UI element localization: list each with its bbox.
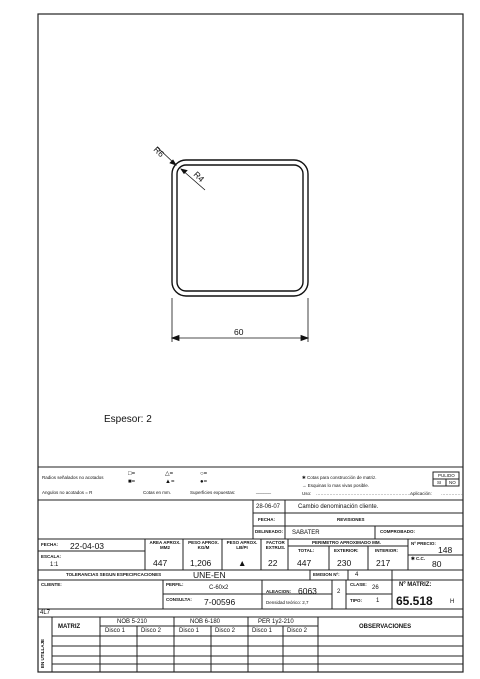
fecha-value: 22-04-03 bbox=[70, 541, 105, 551]
uso-label: Uso: bbox=[302, 491, 312, 496]
pulido-label: PULIDO bbox=[438, 473, 455, 478]
clase-label: CLASE: bbox=[350, 582, 367, 587]
nprecio-value: 148 bbox=[438, 545, 453, 555]
factor-label: FACTOR EXTRUS. bbox=[265, 540, 286, 550]
aplicacion-label: Aplicación: bbox=[410, 491, 432, 496]
tipo-label: TIPO: bbox=[350, 598, 362, 603]
circ-sym2: ●= bbox=[200, 479, 208, 485]
radius-outer-label: R6 bbox=[151, 144, 167, 160]
nmatriz-label: Nº MATRIZ: bbox=[399, 582, 432, 588]
nmatriz-suffix: H bbox=[450, 599, 455, 605]
escala-value: 1:1 bbox=[50, 562, 59, 568]
exterior-label: EXTERIOR: bbox=[334, 548, 359, 553]
tri-sym2: ▲= bbox=[165, 479, 175, 485]
matrix-col-3: PER 1y2-210 bbox=[258, 619, 294, 625]
disco-2-a: Disco 2 bbox=[141, 628, 162, 634]
radios-sym2: ■= bbox=[128, 479, 136, 485]
pesolb-value: ▲ bbox=[238, 558, 247, 568]
comprobado-label: COMPROBADO: bbox=[380, 529, 415, 534]
superficies-label: Superficies expuestas: bbox=[190, 490, 236, 495]
emision-label: EMISION Nº: bbox=[313, 572, 340, 577]
tri-sym1: △= bbox=[165, 471, 174, 477]
total-label: TOTAL: bbox=[298, 548, 315, 553]
matrix-col-2: NOB 6-180 bbox=[190, 619, 221, 625]
profile-drawing bbox=[172, 160, 308, 296]
disco-2-b: Disco 2 bbox=[215, 628, 236, 634]
pulido-si: SI bbox=[437, 480, 442, 485]
matrix-code: 4L7 bbox=[40, 610, 51, 616]
aleacion-num: 2 bbox=[337, 589, 341, 595]
disco-2-c: Disco 2 bbox=[287, 628, 308, 634]
note-esquinas: → Esquinas lo mas vivas posible. bbox=[302, 483, 370, 488]
observaciones-label: OBSERVACIONES bbox=[359, 624, 412, 630]
aplicacion-line: …………… bbox=[441, 491, 464, 496]
disco-1-a: Disco 1 bbox=[105, 628, 126, 634]
delineado-value: SABATER bbox=[292, 530, 320, 536]
disco-1-b: Disco 1 bbox=[179, 628, 200, 634]
matrix-col-1: NOB 5-210 bbox=[117, 619, 148, 625]
radius-inner-label: R4 bbox=[191, 169, 207, 185]
nmatriz-value: 65.518 bbox=[396, 594, 433, 608]
interior-value: 217 bbox=[376, 558, 391, 568]
width-dimension: 60 bbox=[234, 327, 244, 337]
tolerancias-value: UNE-EN bbox=[193, 570, 226, 580]
total-value: 447 bbox=[297, 558, 312, 568]
revision-date: 28-06-07 bbox=[256, 504, 281, 510]
note-cotas-matriz: ✱ Cotas para construcción de matriz. bbox=[302, 475, 377, 480]
perfil-label: PERFIL: bbox=[166, 582, 184, 587]
radios-label: Radios señalados no acotados bbox=[42, 475, 104, 480]
nprecio-label: Nº PRECIO: bbox=[411, 541, 436, 546]
disco-1-c: Disco 1 bbox=[252, 628, 273, 634]
cc-value: 80 bbox=[432, 559, 442, 569]
tipo-value: 1 bbox=[376, 598, 380, 604]
peso-label: PESO APROX. KG/M bbox=[188, 540, 219, 550]
tolerancias-label: TOLERANCIAS SEGUN ESPECIFICACIONES bbox=[66, 572, 162, 577]
interior-label: INTERIOR: bbox=[375, 548, 398, 553]
angulos-label: Angulos no acotados = R bbox=[42, 490, 93, 495]
clase-value: 26 bbox=[372, 585, 379, 591]
escala-label: ESCALA: bbox=[41, 554, 61, 559]
cc-label: ✱ C.C. bbox=[411, 556, 426, 561]
dimension-lines bbox=[157, 147, 308, 342]
aleacion-value: 6063 bbox=[298, 586, 317, 596]
revision-fecha-label: FECHA: bbox=[258, 517, 275, 522]
radios-sym1: □= bbox=[128, 471, 136, 477]
factor-value: 22 bbox=[268, 558, 278, 568]
espesor-label: Espesor: 2 bbox=[104, 414, 152, 425]
pesolb-label: PESO APROX. LB/PI bbox=[226, 540, 258, 550]
pulido-no: NO bbox=[449, 480, 456, 485]
exterior-value: 230 bbox=[337, 558, 352, 568]
perimetro-label: PERIMETRO APROXIMADO MM. bbox=[312, 540, 381, 545]
densidad-label: Densidad teórico: 2,7 bbox=[266, 600, 309, 605]
delineado-label: DELINEADO: bbox=[255, 529, 283, 534]
fecha-label: FECHA: bbox=[41, 542, 58, 547]
perfil-value: C-60x2 bbox=[209, 585, 229, 591]
revisiones-label: REVISIONES bbox=[337, 517, 365, 522]
matriz-label: MATRIZ bbox=[58, 624, 81, 630]
circ-sym1: ○= bbox=[200, 471, 208, 477]
uso-line: ………………………………………………………… bbox=[316, 491, 415, 496]
superficies-value: ______ bbox=[256, 489, 272, 494]
consulta-label: CONSULTA: bbox=[166, 597, 192, 602]
revision-text: Cambio denominación cliente. bbox=[298, 504, 379, 510]
en-utillaje-label: EN UTILLAJE bbox=[40, 638, 45, 668]
aleacion-label: ALEACION: bbox=[266, 589, 291, 594]
emision-value: 4 bbox=[355, 572, 359, 578]
cotas-label: Cotas en mm. bbox=[143, 490, 172, 495]
area-label: AREA APROX. MM2 bbox=[149, 540, 181, 550]
area-value: 447 bbox=[153, 558, 168, 568]
cliente-label: CLIENTE: bbox=[41, 582, 62, 587]
consulta-value: 7-00596 bbox=[204, 597, 236, 607]
peso-value: 1,206 bbox=[190, 558, 212, 568]
